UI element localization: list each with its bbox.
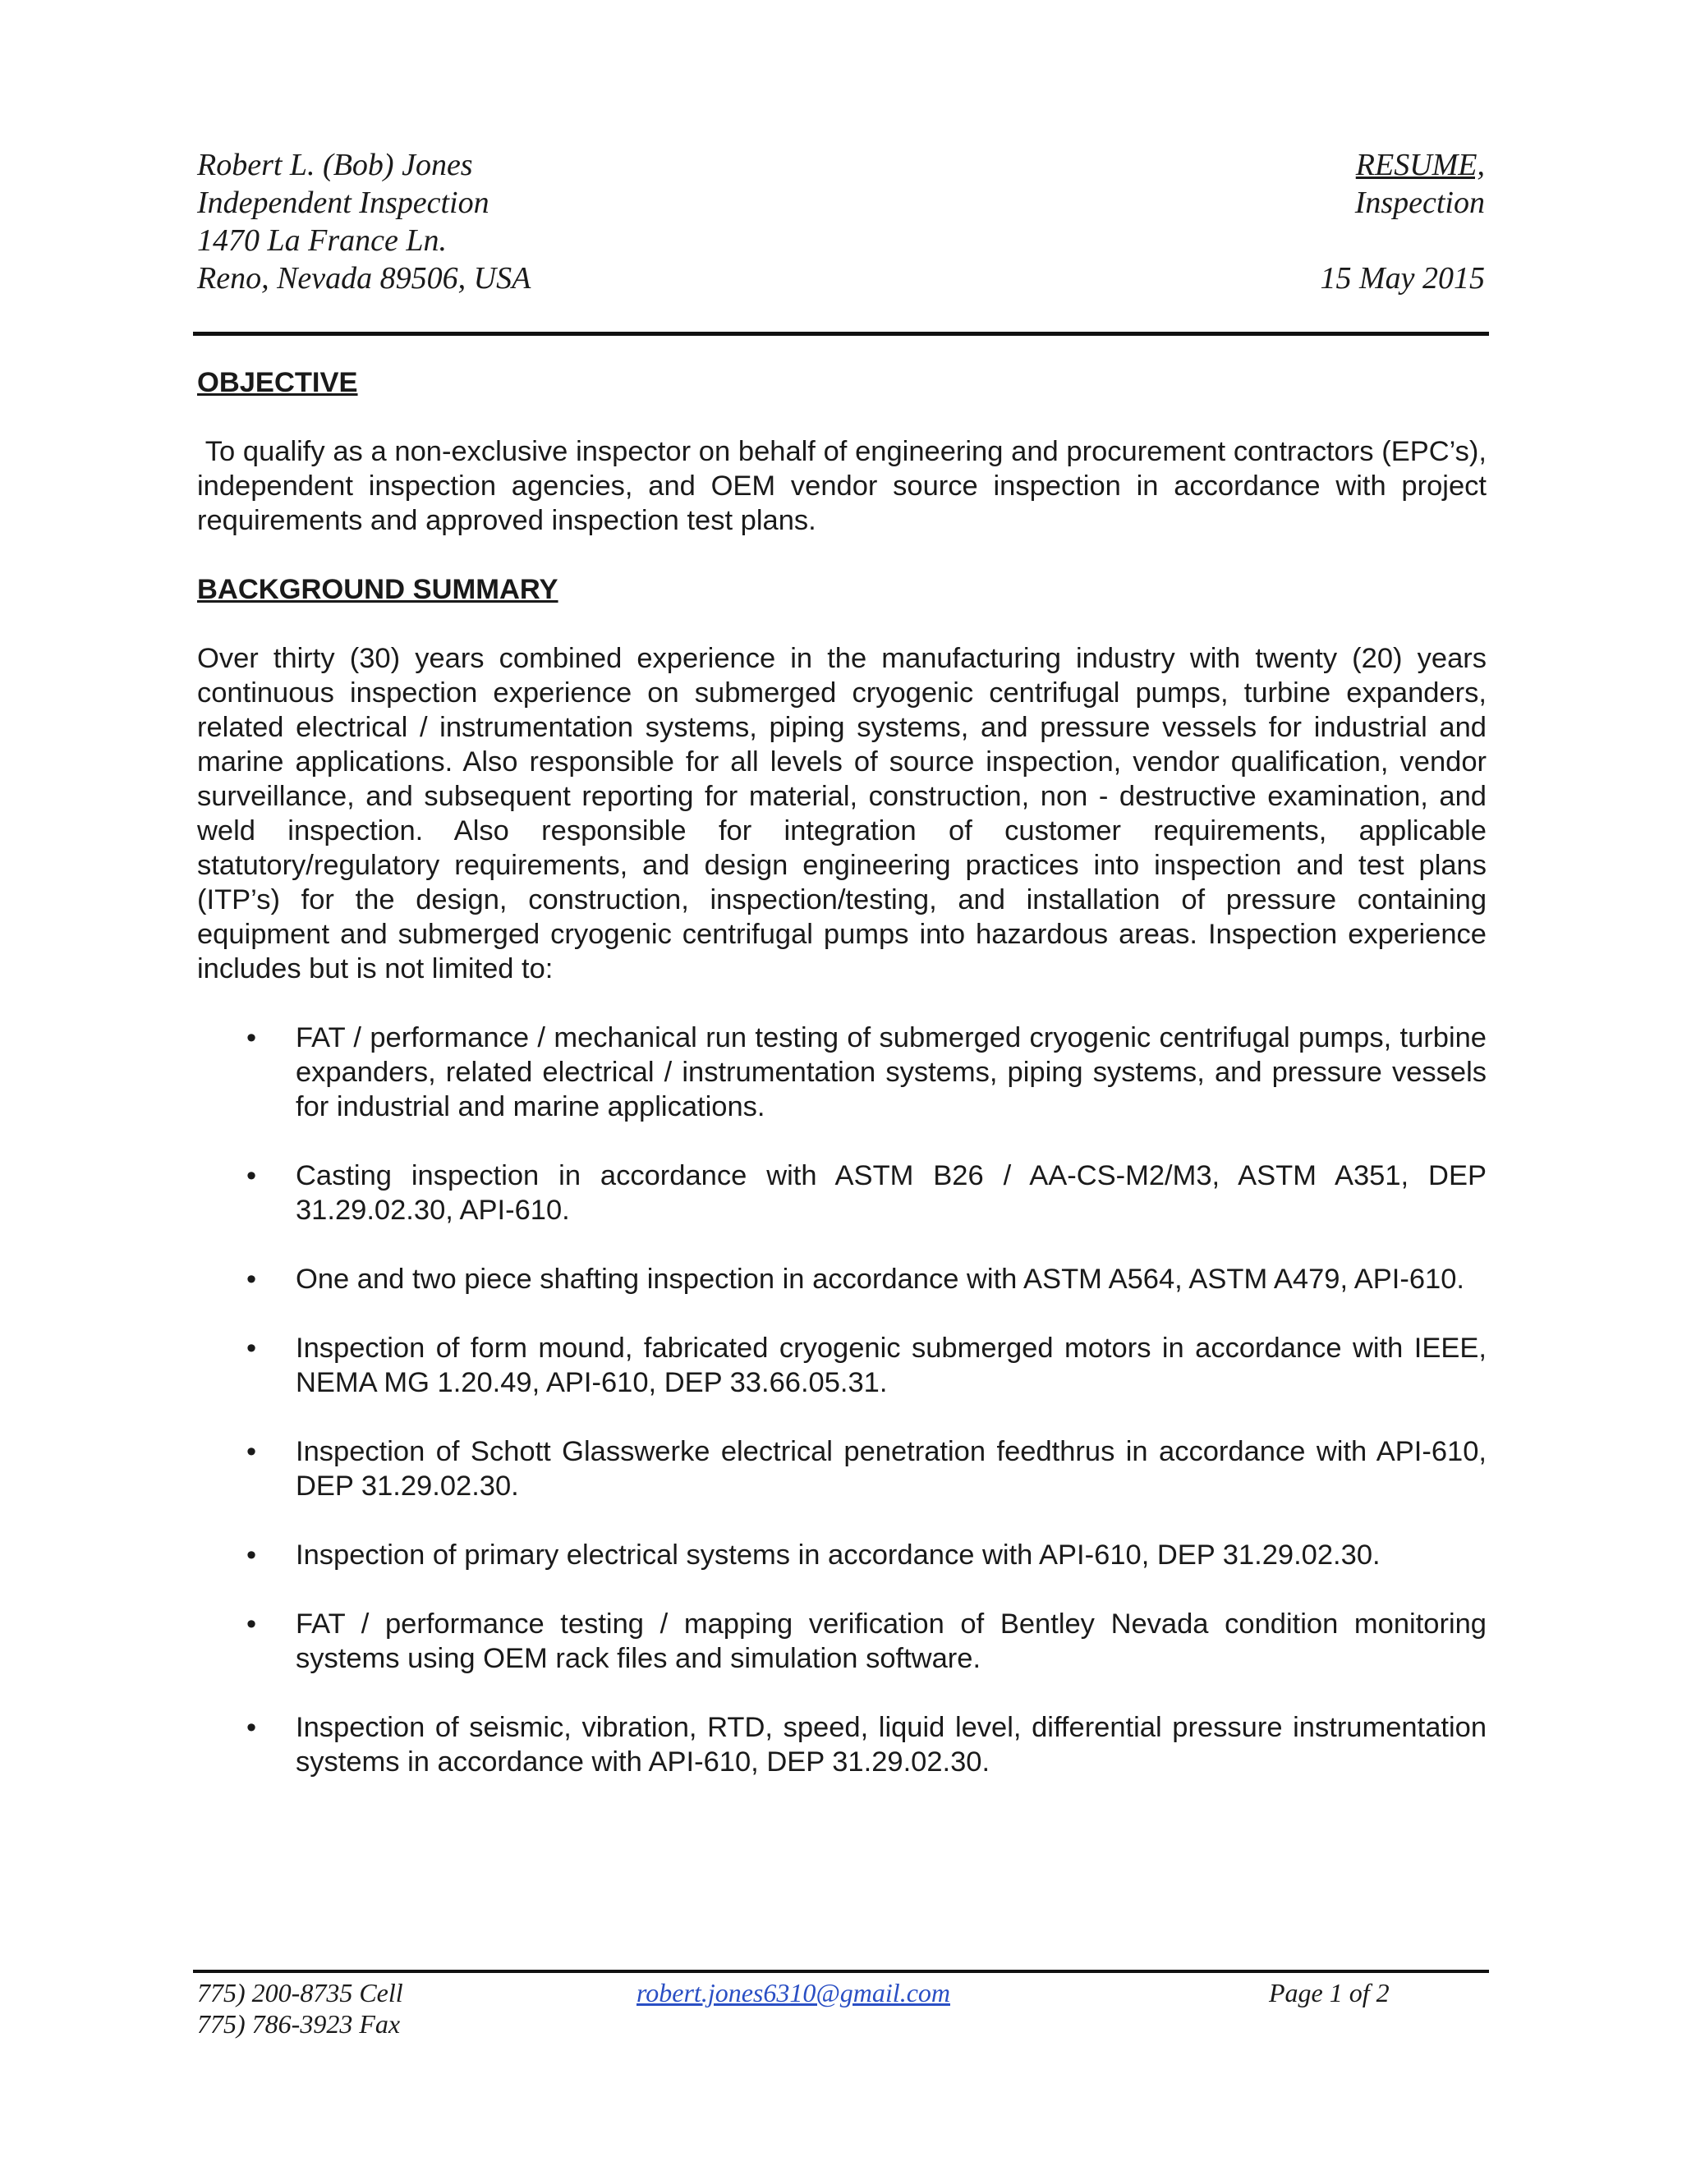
background-text: Over thirty (30) years combined experience in the manufacturing industry with twenty (20) years continuous inspection experience on submerged cryogenic centrifugal pumps, turbine expanders, related electrical / instrumentation systems, piping systems, and pressure vessels for industrial and marine applications. Also responsible for all levels of source inspection, vendor qualification, vendor surveillance, and subsequent reporting for material, construction, non - destructive examination, and weld inspection. Also responsible for integration of customer requirements, applicable statutory/regulatory requirements, and design engineering practices into inspection and test plans (ITP’s) for the design, construction, inspection/testing, and installation of pressure containing equipment and submerged cryogenic centrifugal pumps into hazardous areas. Inspection experience includes but is not limited to: [197,643,1487,984]
list-item [197,1434,1487,1503]
company-name: Independent Inspection [197,186,489,220]
list-item [197,1021,1487,1124]
city-address: Reno, Nevada 89506, USA [197,261,531,296]
bullet-icon: • [246,1608,257,1640]
page-number: Page 1 of 2 [1269,1978,1390,2007]
contact-block [197,146,531,297]
fax-number: 775) 786-3923 Fax [197,2009,401,2039]
list-item-text: FAT / performance testing / mapping verification of Bentley Nevada condition monitoring systems using OEM rack files and simulation software. [296,1608,1487,1674]
cell-phone: 775) 200-8735 Cell [197,1978,403,2007]
list-item [197,1262,1487,1296]
list-item-text: FAT / performance / mechanical run testing of submerged cryogenic centrifugal pumps, turbine expanders, related electrical / instrumentation systems, piping systems, and pressure vessels for industrial and marine applications. [296,1022,1487,1122]
list-item [197,1607,1487,1676]
bullet-icon: • [246,1712,257,1743]
footer-phones [197,1977,403,2039]
list-item-text: Casting inspection in accordance with ASTM B26 / AA-CS-M2/M3, ASTM A351, DEP 31.29.02.30, API-610. [296,1160,1487,1226]
bullet-icon: • [246,1022,257,1053]
bullet-icon: • [246,1264,257,1295]
list-item-text: Inspection of form mound, fabricated cryogenic submerged motors in accordance with IEEE, NEMA MG 1.20.49, API-610, DEP 33.66.05.31. [296,1333,1487,1398]
email-link[interactable]: robert.jones6310@gmail.com [636,1978,950,2007]
list-item [197,1331,1487,1400]
document-type: RESUME, [1355,148,1485,182]
list-item [197,1538,1487,1572]
author-name: Robert L. (Bob) Jones [197,148,473,182]
objective-heading: OBJECTIVE [197,367,358,398]
document-meta [1320,146,1485,297]
list-item-text: One and two piece shafting inspection in accordance with ASTM A564, ASTM A479, API-610. [296,1264,1465,1295]
list-item-text: Inspection of seismic, vibration, RTD, speed, liquid level, differential pressure instrumentation systems in accordance with API-610, DEP 31.29.02.30. [296,1712,1487,1778]
footer-email [636,1977,950,2008]
list-item-text: Inspection of Schott Glasswerke electrical penetration feedthrus in accordance with API-610, DEP 31.29.02.30. [296,1436,1487,1502]
resume-body [197,365,1495,1814]
list-item [197,1159,1487,1227]
header-divider [193,332,1489,336]
document-date: 15 May 2015 [1320,261,1485,296]
objective-text: To qualify as a non-exclusive inspector on behalf of engineering and procurement contractors (EPC’s), independent inspection agencies, and OEM vendor source inspection in accordance with project requirements and approved inspection test plans. [197,436,1495,536]
list-item [197,1710,1487,1779]
list-item-text: Inspection of primary electrical systems in accordance with API-610, DEP 31.29.02.30. [296,1539,1381,1571]
footer-divider [193,1970,1489,1973]
bullet-icon: • [246,1160,257,1191]
bullet-icon: • [246,1436,257,1467]
experience-list [197,1021,1487,1779]
bullet-icon: • [246,1539,257,1571]
street-address: 1470 La France Ln. [197,223,447,258]
document-subtype: Inspection [1354,186,1485,220]
background-heading: BACKGROUND SUMMARY [197,574,558,605]
bullet-icon: • [246,1333,257,1364]
